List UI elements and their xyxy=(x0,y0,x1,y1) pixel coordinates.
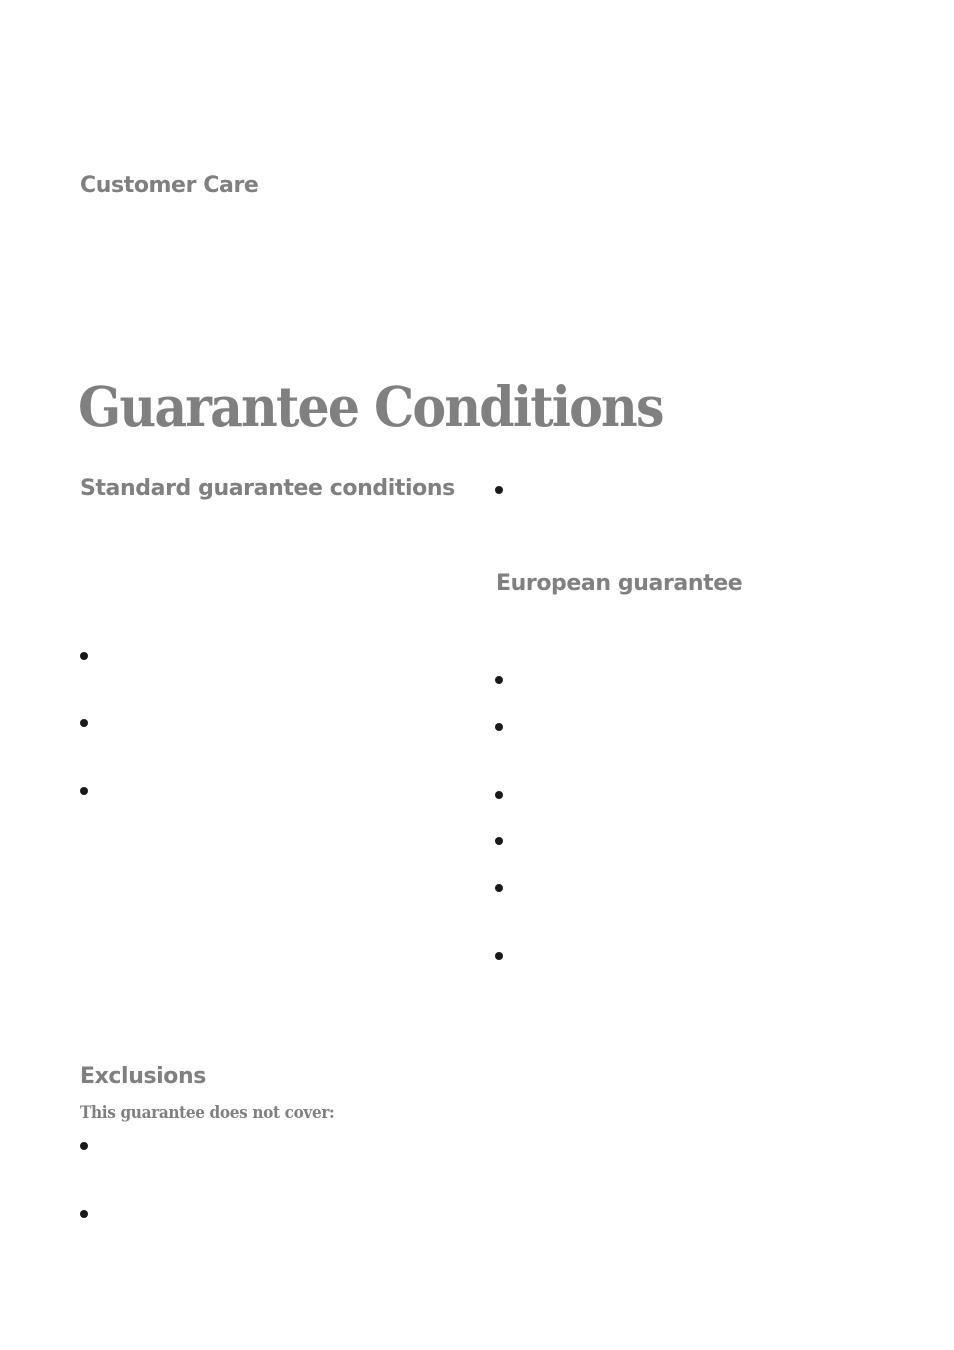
list-bullet xyxy=(495,676,503,684)
list-bullet xyxy=(495,791,503,799)
list-bullet xyxy=(80,787,88,795)
list-bullet xyxy=(80,652,88,660)
european-guarantee-heading: European guarantee xyxy=(496,571,743,596)
list-bullet xyxy=(80,1142,88,1150)
exclusions-heading: Exclusions xyxy=(80,1064,206,1089)
list-bullet xyxy=(495,884,503,892)
section-label: Customer Care xyxy=(80,173,259,198)
list-bullet xyxy=(495,486,503,494)
list-bullet xyxy=(495,723,503,731)
page-title: Guarantee Conditions xyxy=(78,374,663,439)
list-bullet xyxy=(80,1210,88,1218)
list-bullet xyxy=(495,952,503,960)
standard-guarantee-heading: Standard guarantee conditions xyxy=(80,476,455,501)
list-bullet xyxy=(80,719,88,727)
list-bullet xyxy=(495,837,503,845)
exclusions-intro-text: This guarantee does not cover: xyxy=(80,1103,335,1123)
